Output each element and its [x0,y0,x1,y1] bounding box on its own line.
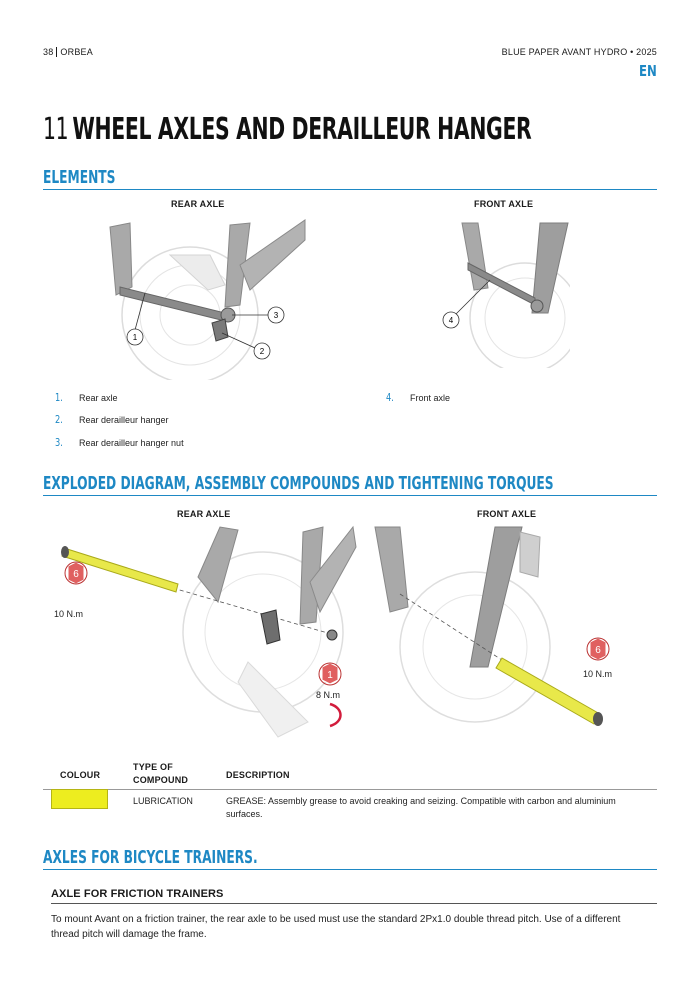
grease-colour-swatch [51,789,108,809]
header-type-line2: COMPOUND [133,775,189,785]
rear-axle-illustration [100,215,310,380]
svg-text:4: 4 [448,316,454,325]
exploded-front-illustration [370,522,630,737]
exploded-front-axle [496,658,600,724]
chapter-number: 11 [43,112,69,147]
svg-text:6: 6 [73,569,79,580]
brand-name: ORBEA [60,47,93,57]
list-item: 2. Rear derailleur hanger [55,413,169,426]
chapter-title [43,112,531,147]
hanger-part [212,319,228,341]
exploded-heading-text: EXPLODED DIAGRAM, ASSEMBLY COMPOUNDS AND TIGHTENING TORQUES [43,473,554,494]
paragraph-line2: thread pitch will damage the frame. [51,929,207,940]
list-item: 1. Rear axle [55,391,118,404]
torque-value-nut: 8 N.m [316,690,341,700]
exploded-hanger-nut [327,630,337,640]
friction-trainer-paragraph [51,912,657,942]
elements-heading-text: ELEMENTS [43,167,116,188]
header-colour: COLOUR [60,770,101,780]
header-type-line1: TYPE OF [133,762,173,772]
exploded-front-label: FRONT AXLE [477,509,537,519]
trainers-heading-text: AXLES FOR BICYCLE TRAINERS. [43,847,258,868]
list-item: 4. Front axle [386,391,451,404]
document-title: BLUE PAPER AVANT HYDRO • 2025 [501,47,657,57]
front-axle-illustration [440,218,570,368]
header-description: DESCRIPTION [226,770,290,780]
torque-value-front: 10 N.m [583,669,613,679]
header-separator [56,47,57,57]
compound-description [226,795,657,821]
chainstay [240,220,305,290]
front-axle-label: FRONT AXLE [474,199,534,209]
chapter-title-text: WHEEL AXLES AND DERAILLEUR HANGER [72,112,532,147]
svg-text:6: 6 [595,645,601,656]
svg-text:2: 2 [259,347,265,356]
elements-heading [43,168,657,190]
torque-value-rear: 10 N.m [54,609,84,619]
fork-leg-left [462,223,488,290]
compound-description-line2: surfaces. [226,809,263,819]
seatstay-left [110,223,132,295]
compound-table-header [43,760,657,790]
svg-text:3: 3 [273,311,279,320]
exploded-heading [43,474,657,496]
svg-text:1: 1 [132,333,138,342]
friction-trainer-subheading: AXLE FOR FRICTION TRAINERS [51,888,657,904]
list-item: 3. Rear derailleur hanger nut [55,436,184,449]
compound-description-line1: GREASE: Assembly grease to avoid creaking and seizing. Compatible with carbon and aluminium [226,796,616,806]
exploded-hanger [261,610,280,644]
trainers-heading [43,848,657,870]
page-header-left [43,47,93,57]
compound-type: LUBRICATION [133,796,193,806]
rotation-arrow-icon [330,704,341,726]
svg-text:1: 1 [327,670,333,681]
rear-axle-label: REAR AXLE [171,199,225,209]
paragraph-line1: To mount Avant on a friction trainer, the rear axle to be used must use the standard 2Px1.0 double thread pitch. Use of a different [51,914,621,925]
exploded-rear-label: REAR AXLE [177,509,231,519]
fork-leg-right [532,223,568,313]
exploded-rear-illustration [48,522,368,747]
language-code: EN [639,62,657,80]
page-number: 38 [43,47,54,57]
